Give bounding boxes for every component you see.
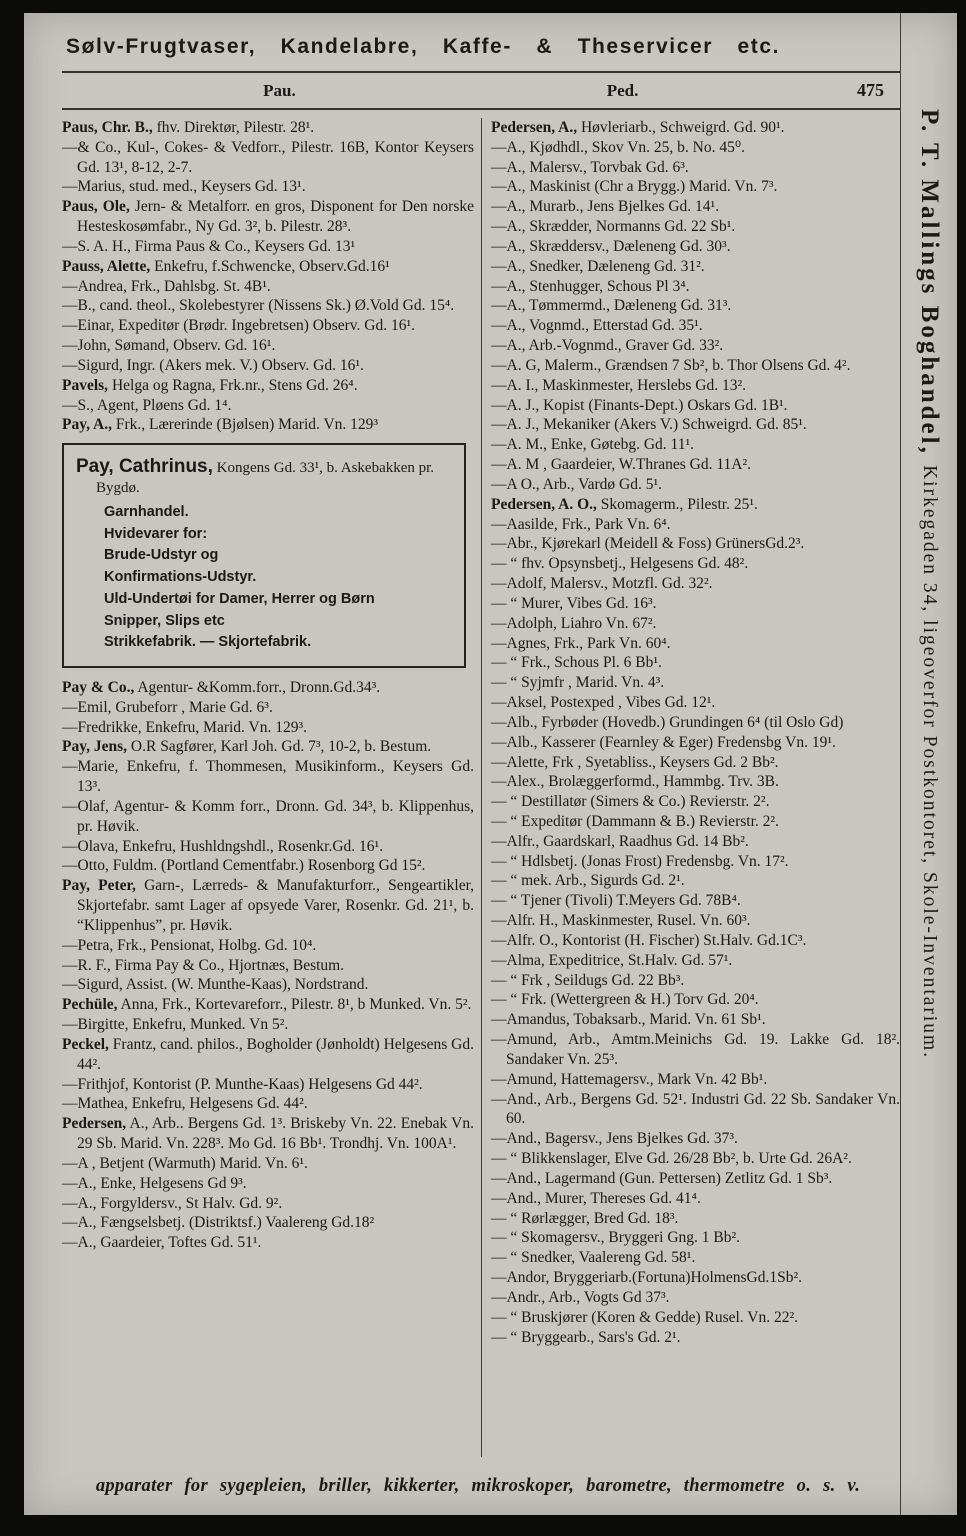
directory-entry: —A., Forgyldersv., St Halv. Gd. 9². [62, 1194, 283, 1212]
ad-line: Snipper, Slips etc [104, 612, 225, 629]
directory-entry: —Olava, Enkefru, Hushldngshdl., Rosenkr.Gd. 16¹. [62, 837, 384, 855]
directory-entry: —Otto, Fuldm. (Portland Cementfabr.) Rosenborg Gd 15². [62, 857, 426, 875]
directory-entry: —Emil, Grubeforr , Marie Gd. 6³. [62, 698, 273, 716]
directory-entry: — “ mek. Arb., Sigurds Gd. 2¹. [491, 872, 685, 890]
directory-entry: —A., Vognmd., Etterstad Gd. 35¹. [491, 317, 703, 335]
directory-entry: —A., Malersv., Torvbak Gd. 6³. [491, 158, 689, 176]
directory-entry: —Alfr. H., Maskinmester, Rusel. Vn. 60³. [491, 912, 751, 930]
directory-entry: —Petra, Frk., Pensionat, Holbg. Gd. 10⁴. [62, 936, 317, 954]
directory-entry: Pauss, Alette, Enkefru, f.Schwencke, Observ.Gd.16¹ [62, 257, 390, 275]
directory-entry: —Marius, stud. med., Keysers Gd. 13¹. [62, 178, 306, 196]
directory-entry: —A., Murarb., Jens Bjelkes Gd. 14¹. [491, 198, 720, 216]
ad-name: Pay, Cathrinus, [76, 456, 213, 478]
ad-line: Strikkefabrik. — Skjortefabrik. [104, 634, 312, 651]
directory-entry: —Amandus, Tobaksarb., Marid. Vn. 61 Sb¹. [491, 1011, 766, 1029]
directory-entry: —Adolph, Liahro Vn. 67². [491, 614, 657, 632]
directory-entry: Pedersen, A. O., Skomagerm., Pilestr. 25¹. [491, 495, 758, 513]
directory-entry: —A., Arb.-Vognmd., Graver Gd. 33². [491, 337, 724, 355]
right-margin [900, 13, 957, 1515]
ad-line: Garnhandel. [104, 503, 189, 520]
directory-entry: —Alex., Brolæggerformd., Hammbg. Trv. 3B. [491, 773, 779, 791]
directory-entry: —John, Sømand, Observ. Gd. 16¹. [62, 337, 276, 355]
directory-entry: —Marie, Enkefru, f. Thommesen, Musikinform., Keysers Gd. 13³. [62, 758, 474, 796]
directory-entry: —Andr., Arb., Vogts Gd 37³. [491, 1288, 670, 1306]
directory-entry: — “ Frk , Seildugs Gd. 22 Bb³. [491, 971, 685, 989]
directory-entry: —Birgitte, Enkefru, Munked. Vn 5². [62, 1016, 289, 1034]
directory-entry: —Alb., Kasserer (Fearnley & Eger) Fredensbg Vn. 19¹. [491, 733, 836, 751]
directory-entry: —Einar, Expeditør (Brødr. Ingebretsen) Observ. Gd. 16¹. [62, 317, 415, 335]
directory-entry: Peckel, Frantz, cand. philos., Bogholder (Jønholdt) Helgesens Gd. 44². [62, 1035, 474, 1073]
directory-entry: — “ Bruskjører (Koren & Gedde) Rusel. Vn. 22². [491, 1308, 798, 1326]
directory-entry: —Abr., Kjørekarl (Meidell & Foss) GrünersGd.2³. [491, 535, 805, 553]
directory-entry: Pedersen, A., Høvleriarb., Schweigrd. Gd. 90¹. [491, 119, 785, 136]
directory-entry: —A , Betjent (Warmuth) Marid. Vn. 6¹. [62, 1154, 308, 1172]
directory-entry: — “ Frk., Schous Pl. 6 Bb¹. [491, 654, 662, 672]
ad-heading [76, 455, 452, 498]
directory-entry: — “ Syjmfr , Marid. Vn. 4³. [491, 674, 665, 692]
directory-entry: — “ Murer, Vibes Gd. 16³. [491, 594, 657, 612]
directory-entry: —Agnes, Frk., Park Vn. 60⁴. [491, 634, 671, 652]
directory-entry: —Adolf, Malersv., Motzfl. Gd. 32². [491, 575, 713, 593]
directory-entry: —Amund, Hattemagersv., Mark Vn. 42 Bb¹. [491, 1070, 768, 1088]
directory-entry: —A. G, Malerm., Grændsen 7 Sb², b. Thor Olsens Gd. 4². [491, 356, 851, 374]
ad-address: Kongens Gd. 33¹, b. Askebakken pr. Bygdø. [96, 460, 435, 496]
directory-entry: —B., cand. theol., Skolebestyrer (Nissens Sk.) Ø.Vold Gd. 15⁴. [62, 297, 455, 315]
right-column-header: Ped. [606, 81, 639, 100]
page-title: Sølv-Frugtvaser, Kandelabre, Kaffe- & Theservicer etc. [62, 13, 900, 73]
directory-entry: —A. M., Enke, Gøtebg. Gd. 11¹. [491, 436, 694, 454]
directory-entry: —Aasilde, Frk., Park Vn. 6⁴. [491, 515, 671, 533]
entries-after-ad [62, 678, 474, 1253]
directory-entry: Pay, Jens, O.R Sagfører, Karl Joh. Gd. 7³, 10-2, b. Bestum. [62, 738, 432, 756]
ad-lines [104, 502, 452, 654]
directory-entry: —A. J., Mekaniker (Akers V.) Schweigrd. Gd. 85¹. [491, 416, 807, 434]
ad-line: Brude-Udstyr og [104, 547, 219, 564]
directory-entry: —Aksel, Postexped , Vibes Gd. 12¹. [491, 694, 716, 712]
directory-entry: —Alfr., Gaardskarl, Raadhus Gd. 14 Bb². [491, 832, 749, 850]
directory-entry: —R. F., Firma Pay & Co., Hjortnæs, Bestum. [62, 956, 345, 974]
directory-entry: Pay, A., Frk., Lærerinde (Bjølsen) Marid. Vn. 129³ [62, 416, 379, 434]
directory-entry: —Alette, Frk , Syetabliss., Keysers Gd. 2 Bb². [491, 753, 779, 771]
directory-entry: —Andor, Bryggeriarb.(Fortuna)HolmensGd.1Sb². [491, 1269, 802, 1287]
directory-entry: —And., Bagersv., Jens Bjelkes Gd. 37³. [491, 1130, 738, 1148]
directory-entry: —A., Snedker, Dæleneng Gd. 31². [491, 257, 705, 275]
directory-entry: —Sigurd, Ingr. (Akers mek. V.) Observ. Gd. 16¹. [62, 356, 364, 374]
directory-entry: —A., Kjødhdl., Skov Vn. 25, b. No. 45⁰. [491, 138, 745, 156]
directory-entry: —A. M , Gaardeier, W.Thranes Gd. 11A². [491, 456, 752, 474]
directory-entry: — “ Bryggearb., Sars's Gd. 2¹. [491, 1328, 681, 1346]
directory-entry: —Mathea, Enkefru, Helgesens Gd. 44². [62, 1095, 308, 1113]
directory-entry: —A., Stenhugger, Schous Pl 3⁴. [491, 277, 690, 295]
directory-entry: —Alb., Fyrbøder (Hovedb.) Grundingen 6⁴ (til Oslo Gd) [491, 713, 844, 731]
directory-entry: —Sigurd, Assist. (W. Munthe-Kaas), Nordstrand. [62, 976, 369, 994]
scanned-page [24, 13, 957, 1515]
page-main [24, 13, 900, 1515]
footer-note: apparater for sygepleien, briller, kikkerter, mikroskoper, barometre, thermometre o. s. v. [95, 1475, 861, 1496]
directory-entry: —A., Fængselsbetj. (Distriktsf.) Vaalereng Gd.18² [62, 1214, 375, 1232]
directory-entry: —Frithjof, Kontorist (P. Munthe-Kaas) Helgesens Gd 44². [62, 1075, 423, 1093]
directory-columns [62, 110, 900, 1457]
directory-entry: —A., Tømmermd., Dæleneng Gd. 31³. [491, 297, 732, 315]
directory-entry: — “ fhv. Opsynsbetj., Helgesens Gd. 48². [491, 555, 749, 573]
directory-entry: —& Co., Kul-, Cokes- & Vedforr., Pilestr. 16B, Kontor Keysers Gd. 13¹, 8-12, 2-7. [62, 138, 474, 176]
directory-entry: — “ Rørlægger, Bred Gd. 18³. [491, 1209, 679, 1227]
directory-entry: —A., Skrædder, Normanns Gd. 22 Sb¹. [491, 218, 736, 236]
directory-entry: Paus, Ole, Jern- & Metalforr. en gros, Disponent for Den norske Hesteskosømfabr., Ny Gd. 3², b. Pilestr. 28³. [62, 198, 474, 236]
directory-entry: Pechüle, Anna, Frk., Kortevareforr., Pilestr. 8¹, b Munked. Vn. 5². [62, 996, 472, 1014]
directory-entry: —Alma, Expeditrice, St.Halv. Gd. 57¹. [491, 951, 733, 969]
left-column-header: Pau. [263, 81, 296, 100]
directory-entry: —Olaf, Agentur- & Komm forr., Dronn. Gd. 34³, b. Klippenhus, pr. Høvik. [62, 797, 474, 835]
directory-entry: —S. A. H., Firma Paus & Co., Keysers Gd. 13¹ [62, 237, 356, 255]
directory-entry: — “ Skomagersv., Bryggeri Gng. 1 Bb². [491, 1229, 741, 1247]
directory-entry: —Andrea, Frk., Dahlsbg. St. 4B¹. [62, 277, 271, 295]
directory-entry: —A. I., Maskinmester, Herslebs Gd. 13². [491, 376, 747, 394]
directory-entry: —And., Lagermand (Gun. Pettersen) Zetlitz Gd. 1 Sb³. [491, 1169, 833, 1187]
ad-line: Uld-Undertøi for Damer, Herrer og Børn [104, 590, 375, 607]
directory-entry: —And., Murer, Thereses Gd. 41⁴. [491, 1189, 701, 1207]
page-number: 475 [857, 80, 884, 100]
directory-entry: Pavels, Helga og Ragna, Frk.nr., Stens Gd. 26⁴. [62, 376, 358, 394]
directory-entry: Paus, Chr. B., fhv. Direktør, Pilestr. 28¹. [62, 119, 315, 136]
directory-entry: —Alfr. O., Kontorist (H. Fischer) St.Halv. Gd.1C³. [491, 931, 807, 949]
directory-entry: Pedersen, A., Arb.. Bergens Gd. 1³. Briskeby Vn. 22. Enebak Vn. 29 Sb. Marid. Vn. 228³. Mo Gd. 16 Bb¹. Trondhj. Vn. 100A¹. [62, 1115, 474, 1153]
right-entries [491, 118, 900, 1347]
directory-entry: —Fredrikke, Enkefru, Marid. Vn. 129³. [62, 718, 307, 736]
directory-entry: —A., Maskinist (Chr a Brygg.) Marid. Vn. 7³. [491, 178, 778, 196]
directory-entry: —A., Skræddersv., Dæleneng Gd. 30³. [491, 237, 731, 255]
right-column [481, 118, 900, 1457]
directory-entry: —A., Gaardeier, Toftes Gd. 51¹. [62, 1234, 262, 1252]
column-headers [62, 73, 900, 110]
directory-entry: Pay & Co., Agentur- &Komm.forr., Dronn.Gd.34³. [62, 679, 381, 696]
ad-line: Konfirmations-Udstyr. [104, 569, 257, 585]
directory-entry: — “ Tjener (Tivoli) T.Meyers Gd. 78B⁴. [491, 892, 741, 910]
directory-entry: —A., Enke, Helgesens Gd 9³. [62, 1174, 247, 1192]
directory-entry: — “ Hdlsbetj. (Jonas Frost) Fredensbg. Vn. 17². [491, 852, 789, 870]
directory-entry: Pay, Peter, Garn-, Lærreds- & Manufakturforr., Sengeartikler, Skjortefabr. samt Lager af opsyede Varer, Rosenkr. Gd. 21¹, b. “Klippenhus”, pr. Høvik. [62, 877, 474, 934]
left-column [62, 118, 481, 1457]
advertisement-box [62, 443, 466, 668]
directory-entry: —Amund, Arb., Amtm.Meinichs Gd. 19. Lakke Gd. 18². Sandaker Vn. 25³. [491, 1031, 900, 1068]
directory-entry: — “ Snedker, Vaalereng Gd. 58¹. [491, 1249, 696, 1267]
margin-note-primary: P. T. Mallings Boghandel, [916, 109, 943, 466]
directory-entry: —S., Agent, Pløens Gd. 1⁴. [62, 396, 232, 414]
directory-entry: — “ Expeditør (Dammann & B.) Revierstr. 2². [491, 812, 779, 830]
ad-line: Hvidevarer for: [104, 525, 208, 542]
directory-entry: — “ Blikkenslager, Elve Gd. 26/28 Bb², b. Urte Gd. 26A². [491, 1150, 852, 1168]
directory-entry: —A O., Arb., Vardø Gd. 5¹. [491, 475, 662, 493]
margin-note-secondary: Kirkegaden 34, ligeoverfor Postkontoret, Skole-Inventarium. [919, 465, 940, 1060]
directory-entry: —A. J., Kopist (Finants-Dept.) Oskars Gd. 1B¹. [491, 396, 788, 414]
margin-note [915, 109, 943, 1059]
directory-entry: — “ Frk. (Wettergreen & H.) Torv Gd. 20⁴. [491, 991, 759, 1009]
entries-before-ad [62, 118, 474, 435]
directory-entry: —And., Arb., Bergens Gd. 52¹. Industri Gd. 22 Sb. Sandaker Vn. 60. [491, 1090, 900, 1128]
directory-entry: — “ Destillatør (Simers & Co.) Revierstr. 2². [491, 793, 770, 811]
